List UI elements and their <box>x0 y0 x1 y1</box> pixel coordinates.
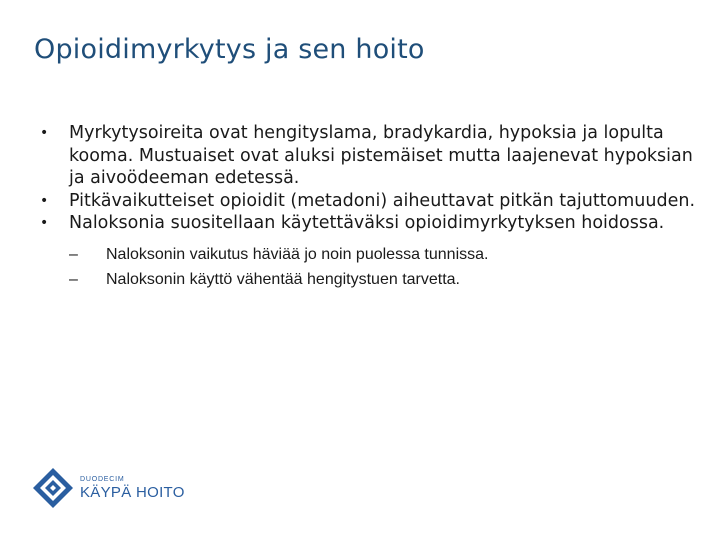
bullet-item <box>40 190 700 213</box>
bullet-text: Pitkävaikutteiset opioidit (metadoni) aiheuttavat pitkän tajuttomuuden. <box>69 190 696 211</box>
diamond-logo-icon <box>33 466 73 510</box>
logo-small-text: DUODECIM <box>80 475 125 483</box>
sub-bullet-text: Naloksonin käyttö vähentää hengitystuen tarvetta. <box>106 270 460 288</box>
logo-big-text: KÄYPÄ HOITO <box>80 483 185 501</box>
kaypa-hoito-logo <box>33 466 185 510</box>
slide-title: Opioidimyrkytys ja sen hoito <box>34 34 425 65</box>
bullet-text: Naloksonia suositellaan käytettäväksi opioidimyrkytyksen hoidossa. <box>69 213 665 233</box>
sub-bullet-item <box>69 242 700 267</box>
bullet-item <box>40 122 700 190</box>
sub-bullet-text: Naloksonin vaikutus häviää jo noin puolessa tunnissa. <box>106 245 489 263</box>
bullet-text: Myrkytysoireita ovat hengityslama, bradykardia, hypoksia ja lopulta kooma. Mustuaiset ovat aluksi pistemäiset mutta laajenevat hypoksian ja aivoödeeman edetessä. <box>69 123 693 188</box>
sub-bullet-item <box>69 267 700 292</box>
sub-bullet-list <box>69 242 700 292</box>
bullet-list <box>40 122 700 292</box>
logo-text <box>80 476 185 501</box>
bullet-item <box>40 212 700 292</box>
